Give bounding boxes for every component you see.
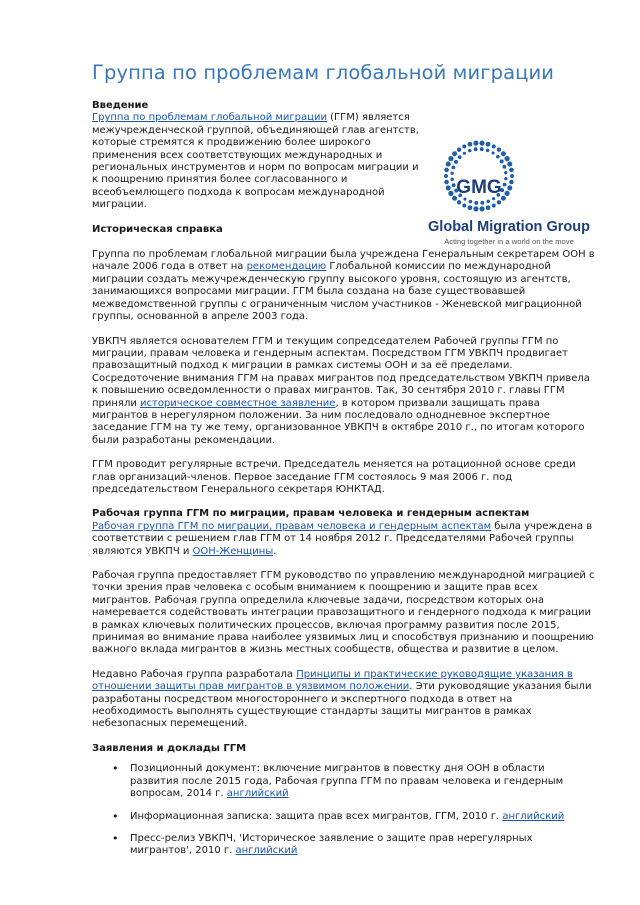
working-group-heading: Рабочая группа ГГМ по миграции, правам человека и гендерным аспектам [92, 508, 530, 520]
un-women-link[interactable]: ООН-Женщины [192, 545, 274, 557]
history-paragraph-1 [92, 249, 596, 323]
list-item [92, 763, 596, 800]
history-p1-text-b: Глобальной комиссии по международной миграции создать межучрежденческую группу высокого уровня, состоящую из агентств, занимающихся вопросами миграции. ГГМ была создана на базе существовавшей межведомственной группы с ограниченным числом участников - Женевской миграционной группы, основанной в апреле 2003 года. [92, 261, 582, 323]
wg-p3-text-a: Недавно Рабочая группа разработала [92, 668, 297, 680]
history-paragraph-3: ГГМ проводит регулярные встречи. Председатель меняется на ротационной основе среди глав организаций-членов. Первое заседание ГГМ состоялось 9 мая 2006 г. под председательством Генерального секретаря ЮНКТАД. [92, 459, 576, 495]
recommendation-link[interactable]: рекомендацию [246, 261, 327, 273]
statement-text: Информационная записка: защита прав всех мигрантов, ГГМ, 2010 г. [130, 810, 503, 822]
wg-p1-text-b: . [273, 545, 277, 557]
english-link[interactable]: английский [226, 788, 289, 800]
bullet-icon: • [112, 762, 119, 776]
intro-heading: Введение [92, 100, 149, 111]
intro-paragraph [92, 112, 427, 211]
page-title: Группа по проблемам глобальной миграции [92, 61, 555, 84]
logo-tagline: Acting together in a world on the move [444, 237, 574, 246]
wg-p3-text-b: . Эти руководящие указания были разработаны посредством многостороннего и экспертного подхода в ответ на необходимость выполнять существующие стандарты защиты мигрантов в рамках небезопасных перемещений. [92, 681, 592, 730]
gmg-link[interactable]: Группа по проблемам глобальной миграции [92, 112, 327, 124]
statement-text: Позиционный документ: включение мигрантов в повестку дня ООН в области развития после 2015 года, Рабочая группа ГГМ по правам человека и гендерным вопросам, 2014 г. [130, 763, 564, 800]
intro-section [92, 100, 427, 212]
intro-text: (ГГМ) является межучрежденческой группой, объединяющей глав агентств, которые стремятся к продвижению более широкого применения всех соответствующих международных и региональных инструментов и норм по вопросам миграции и к поощрению принятия более согласованного и всеобъемлющего подхода к вопросам международной миграции. [92, 112, 419, 211]
list-item [92, 811, 596, 823]
working-group-paragraph-3 [92, 669, 596, 731]
bullet-icon: • [112, 831, 119, 845]
wg-p1-text-a: была учреждена в соответствии с решением глав ГГМ от 14 ноября 2012 г. Председателями Рабочей группы являются УВКПЧ и [92, 520, 593, 557]
statements-heading: Заявления и доклады ГГМ [92, 742, 247, 754]
document-body [92, 100, 596, 868]
statements-list [92, 763, 596, 857]
history-paragraph-2 [92, 336, 596, 448]
history-heading: Историческая справка [92, 223, 223, 235]
statement-text: Пресс-релиз УВКПЧ, 'Историческое заявление о защите прав нерегулярных мигрантов', 2010 г. [130, 832, 533, 857]
principles-link[interactable]: Принципы и практические руководящие указания в отношении защиты прав мигрантов в уязвимом положении [92, 668, 573, 693]
bullet-icon: • [112, 809, 119, 823]
logo-name: Global Migration Group [428, 219, 590, 235]
joint-statement-link[interactable]: историческое совместное заявление [140, 397, 336, 409]
list-item [92, 833, 596, 858]
english-link[interactable]: английский [235, 845, 298, 857]
history-p2-text-b: , в котором призвали защищать права мигрантов в нерегулярном положении. За ним последовало однодневное экспертное заседание ГГМ на ту же тему, организованное УВКПЧ в октябре 2010 г., по итогам которого были разработаны рекомендации. [92, 397, 585, 446]
history-p1-text-a: Группа по проблемам глобальной миграции была учреждена Генеральным секретарем ООН в начале 2006 года в ответ на [92, 249, 595, 273]
working-group-link[interactable]: Рабочая группа ГГМ по миграции, правам человека и гендерным аспектам [92, 520, 492, 532]
history-p2-text-a: УВКПЧ является основателем ГГМ и текущим сопредседателем Рабочей группы ГГМ по миграции, правам человека и гендерным аспектам. Посредством ГГМ УВКПЧ продвигает правозащитный подход к миграции в рамках системы ООН и за её пределами. Сосредоточение внимания ГГМ на правах мигрантов под председательством УВКПЧ привела к повышению осведомленности о правах мигрантов. Так, 30 сентября 2010 г. главы ГГМ приняли [92, 335, 590, 409]
working-group-paragraph-1 [92, 521, 596, 558]
logo-abbr: GMG [456, 177, 502, 198]
english-link[interactable]: английский [502, 810, 565, 822]
working-group-paragraph-2: Рабочая группа предоставляет ГГМ руководство по управлению международной миграцией с точки зрения прав человека с особым вниманием к поощрению и защите прав всех мигрантов. Рабочая группа определила ключевые задачи, посредством которых она намеревается содействовать интеграции правозащитного и гендерного подхода к миграции в рамках ключевых политических процессов, включая программу развития после 2015, принимая во внимание права наиболее уязвимых лиц и способствуя признанию и поощрению важного вклада мигрантов в жизнь местных сообществ, общества и развитие в целом. [92, 570, 595, 656]
